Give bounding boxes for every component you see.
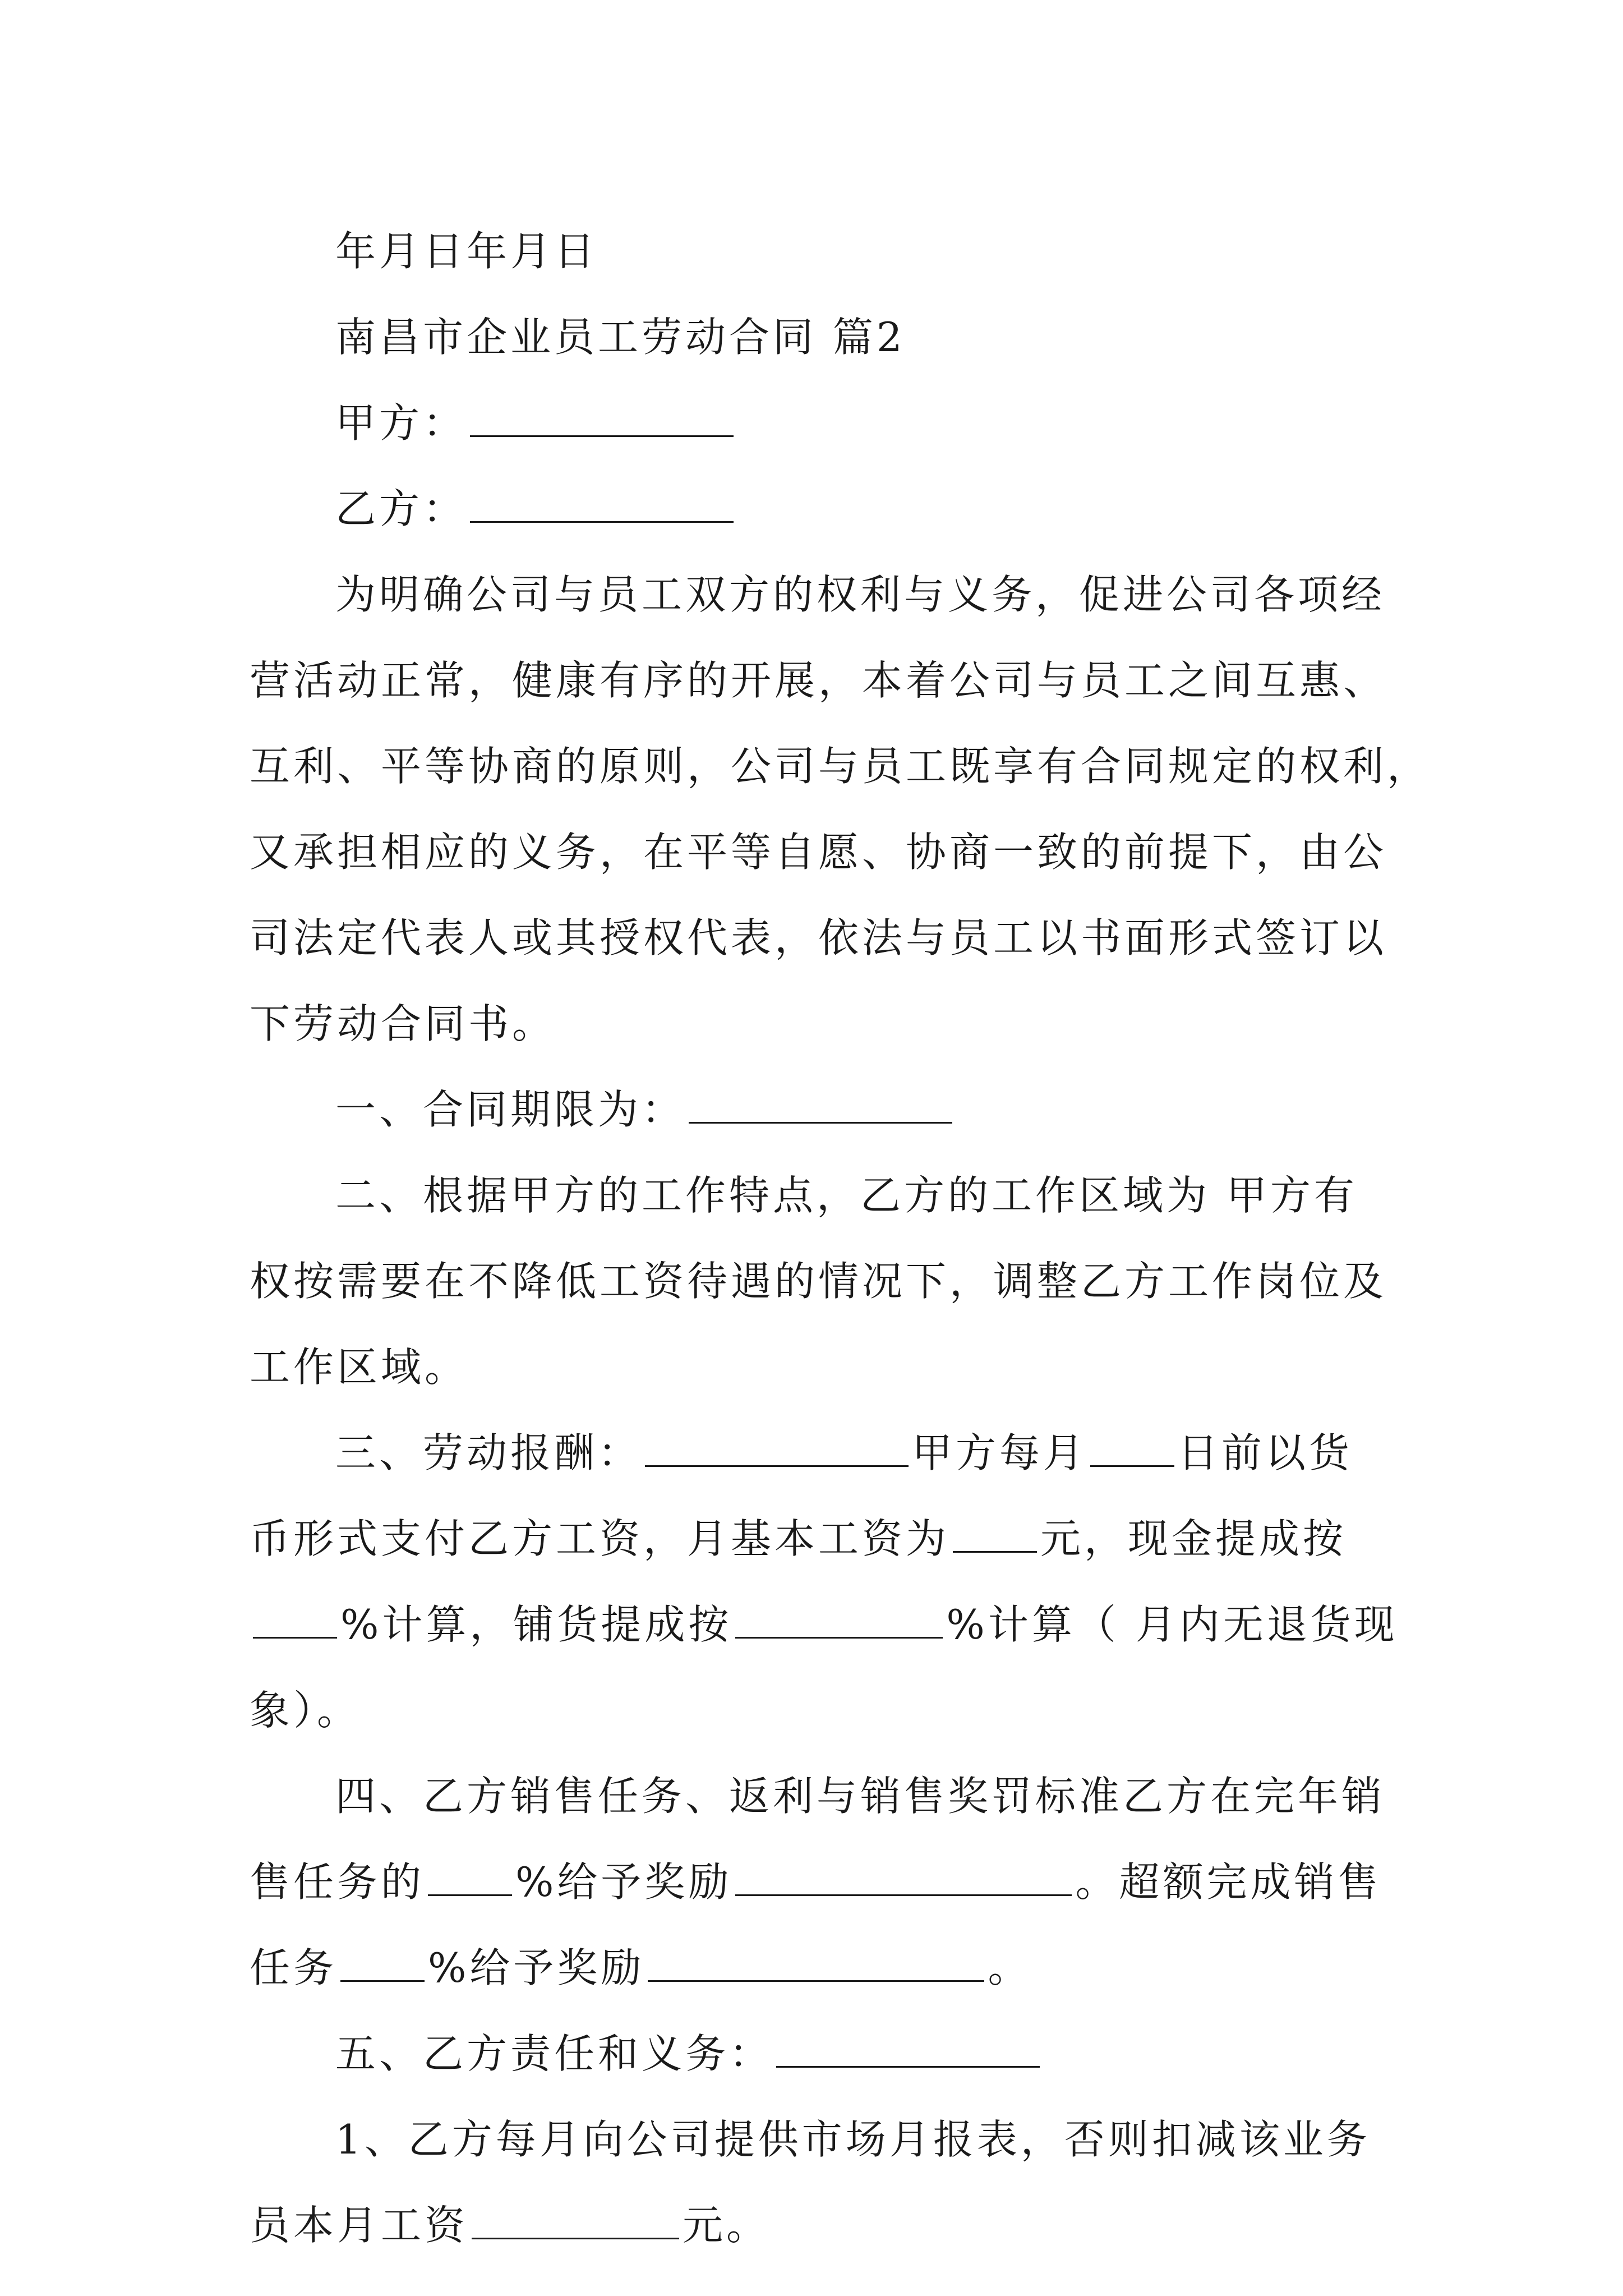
- clause-4-text: %给予奖励: [515, 1858, 732, 1906]
- remuneration-blank[interactable]: [645, 1434, 909, 1467]
- preamble-line: 为明确公司与员工双方的权利与义务，促进公司各项经: [335, 571, 1386, 618]
- clause-5: [250, 2011, 1377, 2097]
- base-salary-blank[interactable]: [953, 1520, 1037, 1553]
- clause-4-text: 售任务的: [250, 1858, 425, 1906]
- clause-3-text: 三、劳动报酬：: [335, 1429, 642, 1476]
- duties-blank[interactable]: [776, 2035, 1040, 2068]
- document-title: 南昌市企业员工劳动合同 篇2: [335, 314, 906, 361]
- clause-4-text: 任务: [250, 1944, 338, 1991]
- clause-3-text: %计算，铺货提成按: [340, 1601, 732, 1648]
- clause-3-line: 象）。: [250, 1687, 361, 1734]
- clause-4-line: [250, 1925, 1377, 2011]
- party-a-blank[interactable]: [470, 404, 734, 437]
- party-b-blank[interactable]: [470, 490, 734, 523]
- clause-1-text: 一、合同期限为：: [335, 1086, 686, 1133]
- task-percent-blank[interactable]: [428, 1863, 512, 1896]
- clause-3-line: [250, 1582, 1398, 1668]
- preamble-line: 下劳动合同书。: [250, 1000, 556, 1047]
- clause-3-text: 甲方每月: [912, 1429, 1087, 1476]
- item-1-line: 1、乙方每月向公司提供市场月报表，否则扣减该业务: [335, 2116, 1371, 2163]
- date-line: 年月日年月日: [335, 228, 598, 275]
- clause-4-line: 四、乙方销售任务、返利与销售奖罚标准乙方在完年销: [335, 1773, 1386, 1820]
- clause-5-text: 五、乙方责任和义务：: [335, 2030, 773, 2077]
- contract-term-blank[interactable]: [689, 1091, 952, 1124]
- clause-2-line: 权按需要在不降低工资待遇的情况下，调整乙方工作岗位及: [250, 1258, 1387, 1305]
- item-1-text: 元。: [683, 2202, 771, 2249]
- preamble-line: 营活动正常，健康有序的开展，本着公司与员工之间互惠、: [250, 657, 1387, 704]
- clause-3-line: [250, 1496, 1377, 1582]
- reward-blank[interactable]: [735, 1863, 1072, 1896]
- clause-3-text: 日前以货: [1178, 1429, 1353, 1476]
- clause-4-text: %给予奖励: [428, 1944, 645, 1991]
- preamble-line: 互利、平等协商的原则，公司与员工既享有合同规定的权利，: [250, 743, 1431, 790]
- clause-4-text: 。: [988, 1944, 1032, 1991]
- deduction-blank[interactable]: [472, 2206, 679, 2239]
- clause-3-text: %计算（ 月内无退货现: [946, 1601, 1398, 1648]
- clause-1: [250, 1067, 1377, 1153]
- party-b-label: 乙方：: [335, 485, 467, 532]
- document-body: [250, 209, 1431, 2269]
- excess-percent-blank[interactable]: [340, 1949, 425, 1982]
- party-a-label: 甲方：: [335, 399, 467, 447]
- distribution-commission-blank[interactable]: [735, 1605, 943, 1639]
- item-1-line: [250, 2183, 1377, 2269]
- clause-4-text: 。超额完成销售: [1075, 1858, 1382, 1906]
- pay-day-blank[interactable]: [1090, 1434, 1174, 1467]
- excess-reward-blank[interactable]: [648, 1949, 984, 1982]
- clause-4-line: [250, 1839, 1382, 1925]
- clause-3-line: [250, 1410, 1377, 1496]
- clause-3-text: 元，现金提成按: [1040, 1515, 1347, 1562]
- clause-2-line: 二、根据甲方的工作特点，乙方的工作区域为 甲方有: [335, 1172, 1358, 1219]
- item-1-text: 员本月工资: [250, 2202, 469, 2249]
- clause-2-line: 工作区域。: [250, 1343, 469, 1391]
- cash-commission-blank[interactable]: [253, 1605, 337, 1639]
- preamble-line: 司法定代表人或其授权代表，依法与员工以书面形式签订以: [250, 914, 1387, 961]
- clause-3-text: 币形式支付乙方工资，月基本工资为: [250, 1515, 950, 1562]
- party-a-line: [250, 380, 1377, 466]
- party-b-line: [250, 466, 1377, 552]
- preamble-line: 又承担相应的义务，在平等自愿、协商一致的前提下，由公: [250, 829, 1387, 876]
